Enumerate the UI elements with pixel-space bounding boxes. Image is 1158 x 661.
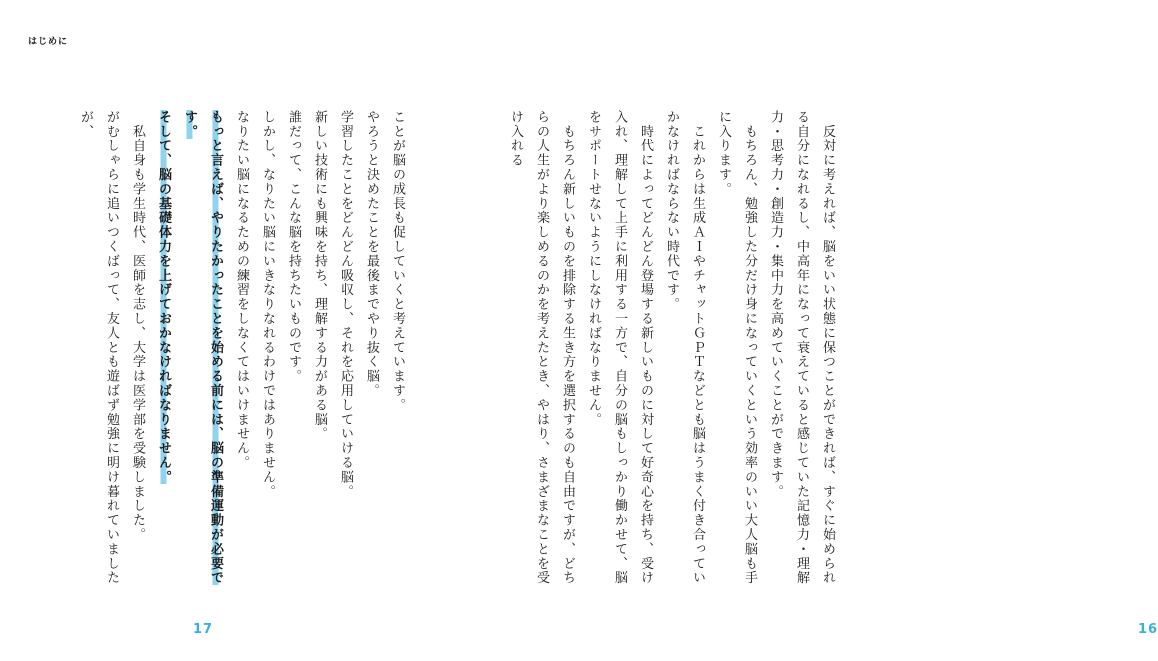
- right-page: [450, 0, 1158, 661]
- body-paragraph: ことが脳の成長も促していくと考えています。: [390, 110, 405, 413]
- left-page: [0, 0, 450, 661]
- emphasis-line: [150, 110, 176, 590]
- body-paragraph: 新しい技術にも興味を持ち、理解する力がある脳。: [312, 110, 327, 442]
- body-paragraph: がむしゃらに追いつくばって、友人とも遊ばず勉強に明け暮れていましたが、: [78, 110, 119, 586]
- highlighted-text: もっと言えば、やりたかったことを始める前には、脳の準備運動が必要です。: [182, 110, 223, 586]
- highlighted-text: そして、脳の基礎体力を上げておかなければなりません。: [156, 110, 171, 485]
- body-paragraph: もちろん、勉強した分だけ身になっていくという効率のいい大人脳も手に入ります。: [716, 110, 757, 586]
- body-paragraph: 時代によってどんどん登場する新しいものに対して好奇心を持ち、受け入れ、理解して上手に利用する一方で、自分の脳もしっかり働かせて、脳をサポートせないようにしなければなりません。: [586, 110, 653, 586]
- body-paragraph: しかし、なりたい脳にいきなりなれるわけではありません。: [260, 110, 275, 499]
- body-paragraph: なりたい脳になるための練習をしなくてはいけません。: [234, 110, 249, 470]
- body-paragraph: 私自身も学生時代、医師を志し、大学は医学部を受験しました。: [130, 110, 145, 542]
- body-paragraph: 誰だって、こんな脳を持ちたいものです。: [286, 110, 301, 384]
- page-number: 16: [1138, 622, 1158, 637]
- body-paragraph: やろうと決めたことを最後までやり抜く脳。: [364, 110, 379, 398]
- left-page-body: [30, 110, 410, 590]
- page-number: 17: [193, 622, 214, 637]
- body-paragraph: もちろん新しいものを排除する生き方を選択するのも自由ですが、どちらの人生がより楽しめるのかを考えたとき、やはり、さまざまなことを受け入れる: [508, 110, 575, 586]
- right-page-body: [460, 110, 840, 590]
- body-paragraph: これからは生成ＡＩやチャットＧＰＴなどとも脳はうまく付き合っていかなければならない時代です。: [664, 110, 705, 586]
- body-paragraph: 反対に考えれば、脳をいい状態に保つことができれば、すぐに始められる自分になれるし、中高年になって衰えていると感じていた記憶力・理解力・思考力・創造力・集中力を高めていくことができます。: [768, 110, 835, 586]
- body-paragraph: 学習したことをどんどん吸収し、それを応用していける脳。: [338, 110, 353, 499]
- running-head: はじめに: [28, 37, 69, 47]
- emphasis-line: [176, 110, 228, 590]
